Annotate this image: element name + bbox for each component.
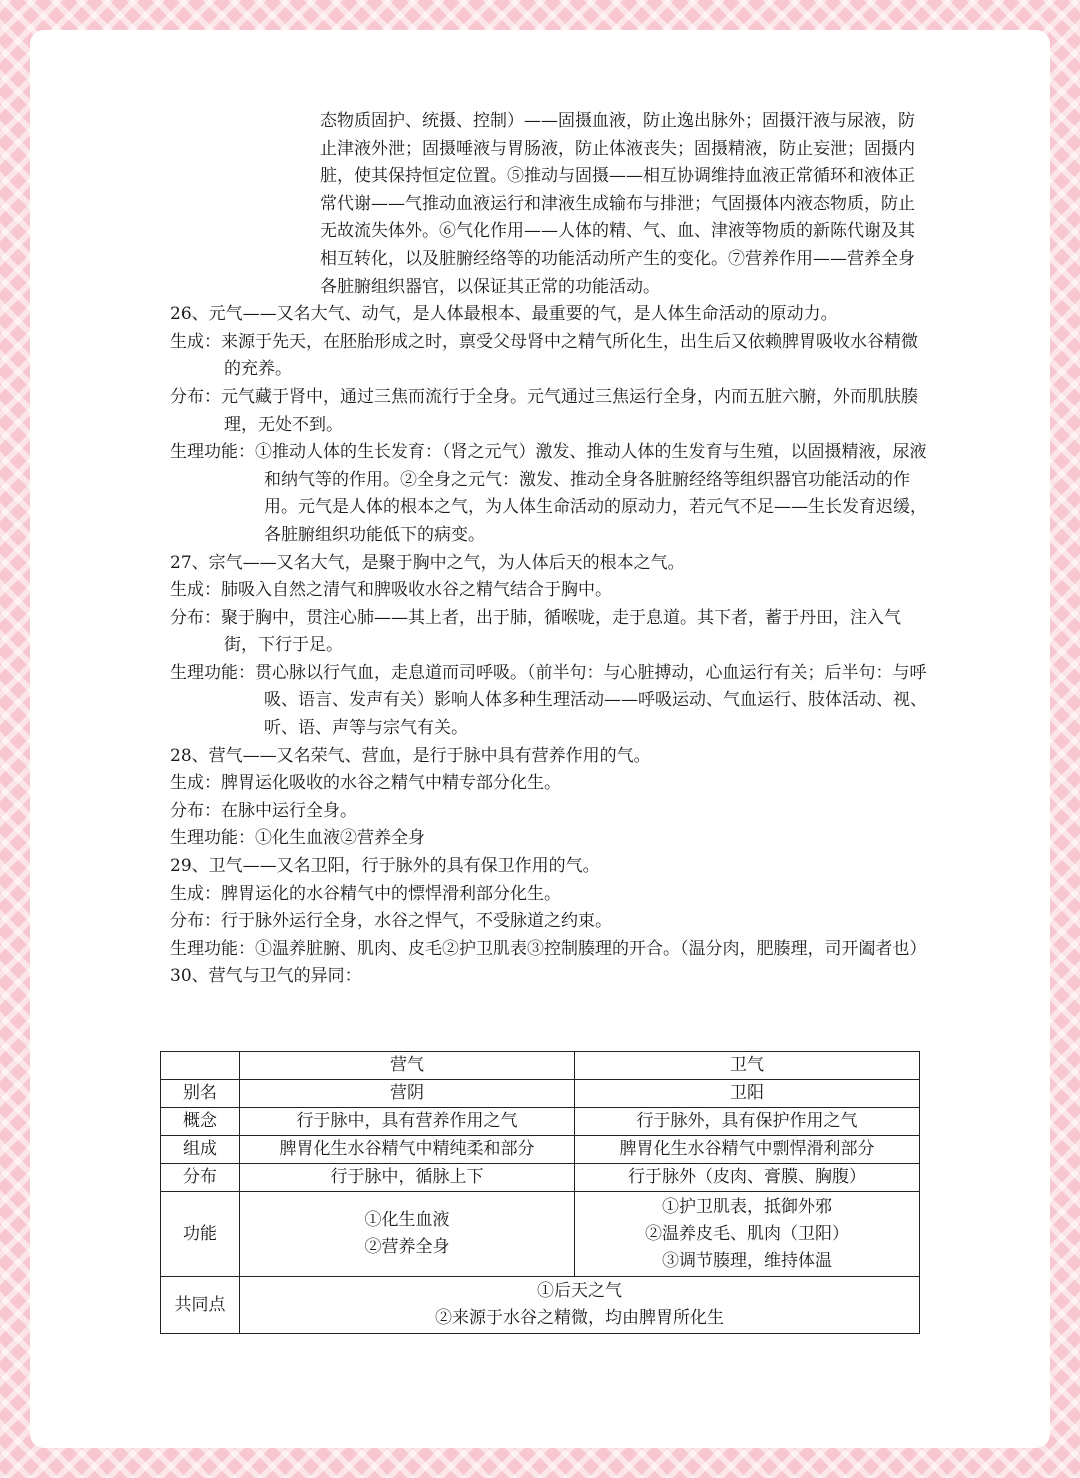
ying-cell: 行于脉中，循脉上下 xyxy=(240,1164,575,1192)
section-29-title: 29、卫气——又名卫阳，行于脉外的具有保卫作用的气。 xyxy=(170,856,600,877)
section-26-distribution: 分布：元气藏于肾中，通过三焦而流行于全身。元气通过三焦运行全身，内而五脏六腑，外而肌肤腠理，无处不到。 xyxy=(170,386,918,435)
row-label: 共同点 xyxy=(161,1277,240,1334)
header-cell-wei: 卫气 xyxy=(575,1052,920,1080)
continuation-paragraph: 态物质固护、统摄、控制）——固摄血液，防止逸出脉外；固摄汗液与尿液，防止津液外泄；固摄唾液与胃肠液，防止体液丧失；固摄精液，防止妄泄；固摄内脏，使其保持恒定位置。⑤推动与固摄——相互协调维持血液正常循环和液体正常代谢——气推动血液运行和津液生成输布与排泄；气固摄体内液态物质，防止无故流失体外。⑥气化作用——人体的精、气、血、津液等物质的新陈代谢及其相互转化，以及脏腑经络等的功能活动所产生的变化。⑦营养作用——营养全身各脏腑组织器官，以保证其正常的功能活动。 xyxy=(320,111,915,297)
section-30-title: 30、营气与卫气的异同： xyxy=(170,966,362,987)
table-header-row xyxy=(161,1052,920,1080)
section-27-title: 27、宗气——又名大气，是聚于胸中之气，为人体后天的根本之气。 xyxy=(170,552,685,573)
wei-cell: 脾胃化生水谷精气中剽悍滑利部分 xyxy=(575,1136,920,1164)
row-label: 分布 xyxy=(161,1164,240,1192)
wei-function-cell xyxy=(575,1192,920,1277)
row-label: 别名 xyxy=(161,1080,240,1108)
row-label: 功能 xyxy=(161,1192,240,1277)
comparison-table xyxy=(160,1051,920,1334)
header-cell-empty xyxy=(161,1052,240,1080)
document-page xyxy=(30,30,1050,1448)
ying-cell: 脾胃化生水谷精气中精纯柔和部分 xyxy=(240,1136,575,1164)
table-row-function xyxy=(161,1192,920,1277)
section-26-origin: 生成：来源于先天，在胚胎形成之时，禀受父母肾中之精气所化生，出生后又依赖脾胃吸收水谷精微的充养。 xyxy=(170,331,918,380)
section-27-origin: 生成：肺吸入自然之清气和脾吸收水谷之精气结合于胸中。 xyxy=(170,580,612,601)
section-29-origin: 生成：脾胃运化的水谷精气中的慓悍滑利部分化生。 xyxy=(170,883,561,904)
table-row xyxy=(161,1108,920,1136)
section-26-title: 26、元气——又名大气、动气，是人体最根本、最重要的气，是人体生命活动的原动力。 xyxy=(170,304,838,325)
common-line: ②来源于水谷之精微，均由脾胃所化生 xyxy=(435,1308,724,1328)
ying-function-line: ①化生血液 xyxy=(364,1210,450,1230)
header-cell-ying: 营气 xyxy=(240,1052,575,1080)
wei-function-line: ①护卫肌表，抵御外邪 xyxy=(662,1196,832,1217)
section-27-distribution: 分布：聚于胸中，贯注心肺——其上者，出于肺，循喉咙，走于息道。其下者，蓄于丹田，注入气街，下行于足。 xyxy=(170,607,901,656)
common-cell xyxy=(240,1277,920,1334)
row-label: 概念 xyxy=(161,1108,240,1136)
document-body xyxy=(170,108,930,991)
common-line: ①后天之气 xyxy=(537,1281,622,1301)
section-26-function: 生理功能：①推动人体的生长发育：（肾之元气）激发、推动人体的生发育与生殖，以固摄精液，尿液和纳气等的作用。②全身之元气：激发、推动全身各脏腑经络等组织器官功能活动的作用。元气是人体的根本之气，为人体生命活动的原动力，若元气不足——生长发育迟缓，各脏腑组织功能低下的病变。 xyxy=(170,442,927,545)
section-27-function: 生理功能：贯心脉以行气血，走息道而司呼吸。（前半句：与心脏搏动，心血运行有关；后半句：与呼吸、语言、发声有关）影响人体多种生理活动——呼吸运动、气血运行、肢体活动、视、听、语、声等与宗气有关。 xyxy=(170,662,927,739)
ying-function-cell xyxy=(240,1192,575,1277)
section-29-function: 生理功能：①温养脏腑、肌肉、皮毛②护卫肌表③控制腠理的开合。（温分肉，肥腠理，司开阖者也） xyxy=(170,938,927,959)
wei-function-line: ③调节腠理，维持体温 xyxy=(662,1250,832,1271)
table-row xyxy=(161,1136,920,1164)
section-28-distribution: 分布：在脉中运行全身。 xyxy=(170,800,357,821)
wei-cell: 卫阳 xyxy=(575,1080,920,1108)
table-row-common xyxy=(161,1277,920,1334)
ying-cell: 行于脉中，具有营养作用之气 xyxy=(240,1108,575,1136)
table-row xyxy=(161,1164,920,1192)
ying-function-line: ②营养全身 xyxy=(364,1237,450,1257)
wei-function-line: ②温养皮毛、肌肉（卫阳） xyxy=(645,1223,849,1244)
section-28-title: 28、营气——又名荣气、营血，是行于脉中具有营养作用的气。 xyxy=(170,745,651,766)
section-28-origin: 生成：脾胃运化吸收的水谷之精气中精专部分化生。 xyxy=(170,773,561,794)
wei-cell: 行于脉外，具有保护作用之气 xyxy=(575,1108,920,1136)
ying-cell: 营阴 xyxy=(240,1080,575,1108)
section-29-distribution: 分布：行于脉外运行全身，水谷之悍气，不受脉道之约束。 xyxy=(170,911,612,932)
table-row xyxy=(161,1080,920,1108)
wei-cell: 行于脉外（皮肉、膏膜、胸腹） xyxy=(575,1164,920,1192)
row-label: 组成 xyxy=(161,1136,240,1164)
section-28-function: 生理功能：①化生血液②营养全身 xyxy=(170,828,425,849)
